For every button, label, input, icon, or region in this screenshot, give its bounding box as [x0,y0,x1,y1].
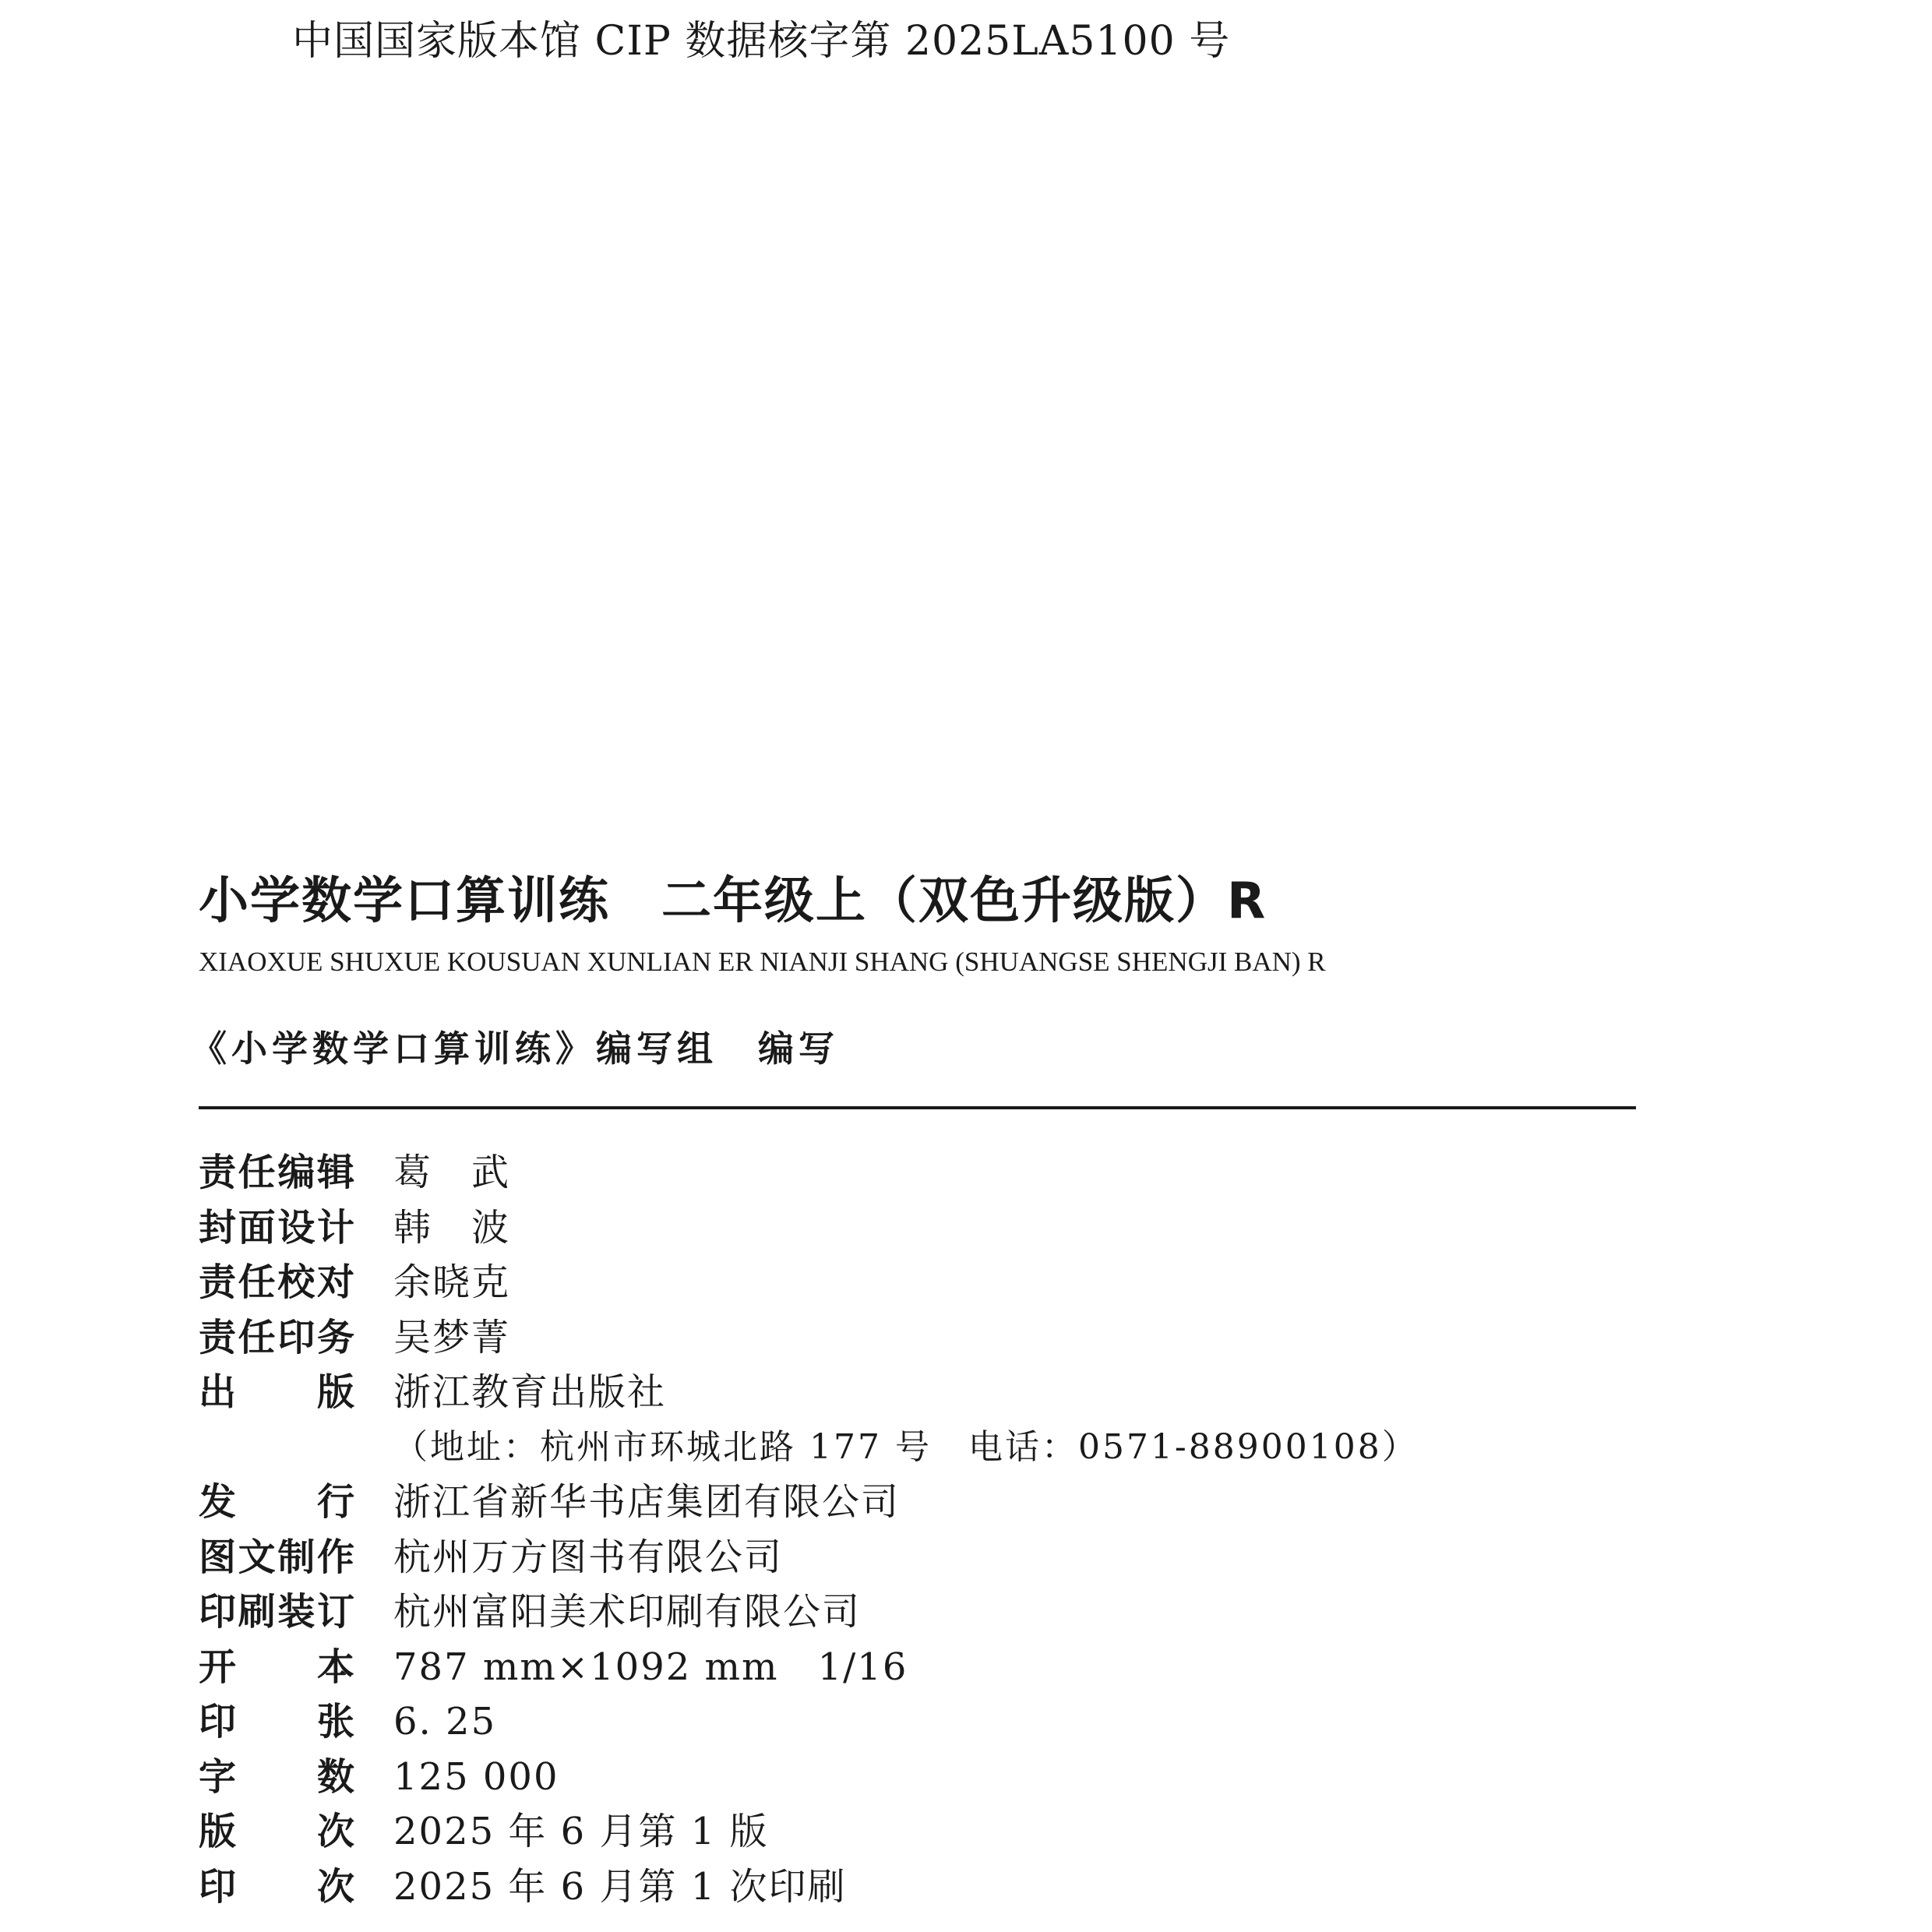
credit-label: 印次 [199,1864,354,1909]
credit-row-printing-run [199,1860,1679,1915]
credit-value: 2025 年 6 月第 1 次印刷 [393,1864,847,1909]
credit-row-editor [199,1145,1679,1200]
credit-row-edition [199,1804,1679,1860]
credit-label: 封面设计 [199,1205,354,1250]
credit-row-print-manager [199,1310,1679,1366]
book-authors: 《小学数学口算训练》编写组 编写 [191,1028,839,1070]
credit-label: 责任编辑 [199,1151,354,1194]
credit-value: 杭州富阳美术印刷有限公司 [393,1590,862,1634]
credit-value: 杭州万方图书有限公司 [393,1535,784,1579]
cip-record-line: 中国国家版本馆 CIP 数据核字第 2025LA5100 号 [292,18,1231,65]
credit-label: 图文制作 [199,1535,354,1579]
credit-label: 版次 [199,1810,354,1853]
credit-row-format [199,1640,1679,1695]
credit-value: 6. 25 [393,1700,497,1743]
credit-label: 出版 [199,1370,354,1414]
credit-value: 吴梦菁 [393,1315,511,1359]
credit-value: 葛 武 [393,1151,511,1194]
credit-row-sheets [199,1694,1679,1750]
credit-row-publisher [199,1365,1679,1420]
credit-row-proofreader [199,1255,1679,1310]
credit-value: 韩 波 [393,1205,511,1250]
book-title-pinyin: XIAOXUE SHUXUE KOUSUAN XUNLIAN ER NIANJI SHANG (SHUANGSE SHENGJI BAN) R [199,947,1326,977]
credit-label: 发行 [199,1480,354,1524]
book-title: 小学数学口算训练 二年级上（双色升级版）R [199,873,1267,930]
credit-row-typesetting [199,1530,1679,1585]
credit-label: 印张 [199,1700,354,1743]
credit-row-cover-design [199,1200,1679,1256]
credit-label: 开本 [199,1645,354,1689]
credits-list [199,1145,1679,1914]
credit-value: 125 000 [393,1754,559,1799]
credit-value: 787 mm×1092 mm 1/16 [393,1645,908,1689]
credit-row-printing [199,1585,1679,1640]
credit-label: 责任印务 [199,1315,354,1359]
credit-value: 浙江教育出版社 [393,1370,667,1414]
credit-row-publisher-address [199,1420,1679,1475]
credit-value: 余晓克 [393,1260,511,1304]
credit-value: 浙江省新华书店集团有限公司 [393,1480,901,1524]
credit-row-word-count [199,1750,1679,1805]
credit-row-distributor [199,1475,1679,1530]
credit-label: 字数 [199,1754,354,1799]
credit-label: 责任校对 [199,1260,354,1304]
publisher-address: （地址：杭州市环城北路 177 号 电话：0571-88900108） [393,1426,1419,1467]
divider-rule [199,1106,1636,1109]
credit-value: 2025 年 6 月第 1 版 [393,1810,769,1853]
credit-label: 印刷装订 [199,1590,354,1634]
